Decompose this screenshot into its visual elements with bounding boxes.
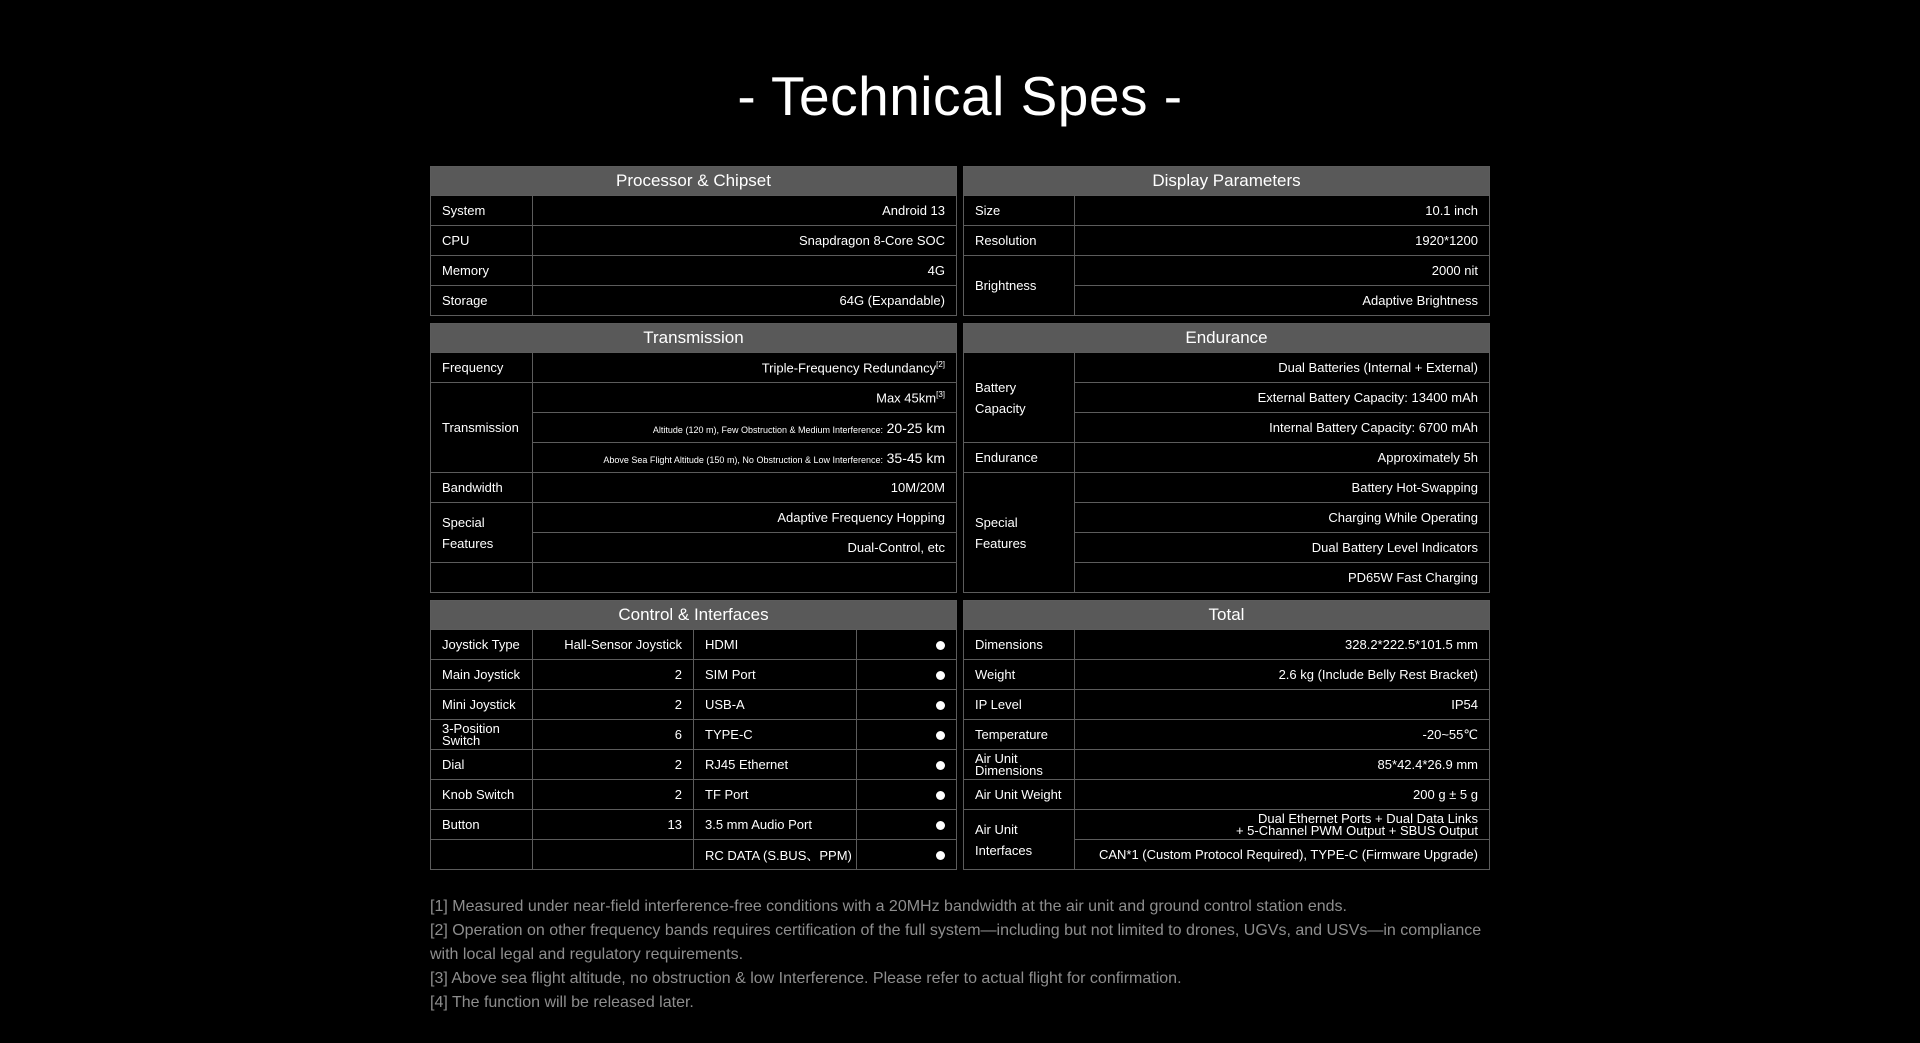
total-value: 2.6 kg (Include Belly Rest Bracket) [1075,660,1490,690]
footnote: [1] Measured under near-field interference-free conditions with a 20MHz bandwidth at the air unit and ground control station ends. [430,898,1347,915]
transmission-label: Transmission [431,383,533,473]
footnote-ref: [2] [936,359,945,369]
interfaces-line: Dual Ethernet Ports + Dual Data Links [1257,810,1478,826]
control-value: Hall-Sensor Joystick [533,630,694,660]
spec-value: 64G (Expandable) [533,286,957,316]
table-row [431,226,957,256]
resolution-label: Resolution [964,226,1075,256]
special-feature-value: Dual-Control, etc [533,533,957,563]
table-row [431,750,957,780]
brightness-value: 2000 nit [1075,256,1490,286]
port-label: RJ45 Ethernet [694,750,857,780]
port-label: HDMI [694,630,857,660]
air-unit-interfaces-label: Air Unit Interfaces [964,810,1075,870]
table-row [964,690,1490,720]
special-feature-value: Dual Battery Level Indicators [1075,533,1490,563]
control-label: Main Joystick [431,660,533,690]
interfaces-line: + 5-Channel PWM Output + SBUS Output [1235,822,1478,838]
table-row [964,720,1490,750]
table-row [431,196,957,226]
interfaces-value: CAN*1 (Custom Protocol Required), TYPE-C (Firmware Upgrade) [1075,840,1490,870]
special-feature-value: Adaptive Frequency Hopping [533,503,957,533]
table-row [964,750,1490,780]
dot-icon [936,701,945,710]
control-value [533,840,694,870]
total-value: 328.2*222.5*101.5 mm [1075,630,1490,660]
total-label: Air Unit Weight [964,780,1075,810]
supported-dot [857,810,957,840]
range-distance: 20-25 km [886,419,945,436]
dot-icon [936,731,945,740]
spec-label: Storage [431,286,533,316]
table-row [431,690,957,720]
frequency-value [533,353,957,383]
total-value: -20~55℃ [1075,720,1490,750]
table-row [431,286,957,316]
spec-value: Snapdragon 8-Core SOC [533,226,957,256]
control-value: 2 [533,750,694,780]
battery-value: External Battery Capacity: 13400 mAh [1075,383,1490,413]
port-label: TF Port [694,780,857,810]
table-row [431,810,957,840]
footnotes [430,895,1510,1015]
supported-dot [857,690,957,720]
table-row [431,780,957,810]
total-label: Weight [964,660,1075,690]
control-value: 2 [533,690,694,720]
table-row [431,630,957,660]
table-row [431,563,957,593]
supported-dot [857,780,957,810]
special-features-label: Special Features [964,473,1075,593]
spec-label: Memory [431,256,533,286]
table-row [964,660,1490,690]
table-row [431,503,957,533]
processor-table [430,166,957,316]
supported-dot [857,720,957,750]
table-row [964,810,1490,840]
battery-value: Internal Battery Capacity: 6700 mAh [1075,413,1490,443]
bandwidth-value: 10M/20M [533,473,957,503]
control-value: 13 [533,810,694,840]
special-features-label: Special Features [431,503,533,563]
footnote: [2] Operation on other frequency bands requires certification of the full system—including but not limited to drones, UGVs, and USVs—in compliance with local legal and regulatory requirements. [430,922,1482,963]
total-label: Temperature [964,720,1075,750]
endurance-label: Endurance [964,443,1075,473]
total-value: 85*42.4*26.9 mm [1075,750,1490,780]
control-label: Knob Switch [431,780,533,810]
control-value: 6 [533,720,694,750]
port-label: 3.5 mm Audio Port [694,810,857,840]
control-label: Joystick Type [431,630,533,660]
processor-header: Processor & Chipset [431,167,957,196]
frequency-text: Triple-Frequency Redundancy [761,360,937,376]
control-value: 2 [533,660,694,690]
range-value [533,413,957,443]
spec-label: System [431,196,533,226]
control-table [430,600,957,870]
table-row [964,353,1490,383]
footnote: [4] The function will be released later. [430,994,694,1011]
table-row [431,473,957,503]
table-row [431,256,957,286]
display-header: Display Parameters [964,167,1490,196]
port-label: USB-A [694,690,857,720]
page-title: - Technical Spes - [737,65,1183,127]
endurance-header: Endurance [964,324,1490,353]
special-feature-value: PD65W Fast Charging [1075,563,1490,593]
table-row [964,226,1490,256]
range-distance: 35-45 km [886,449,945,466]
transmission-table [430,323,957,593]
spec-value: Android 13 [533,196,957,226]
dot-icon [936,851,945,860]
table-row [431,383,957,413]
port-label: RC DATA (S.BUS、PPM) [694,840,857,870]
dot-icon [936,791,945,800]
control-header: Control & Interfaces [431,601,957,630]
control-label: Dial [431,750,533,780]
dot-icon [936,671,945,680]
special-feature-value: Battery Hot-Swapping [1075,473,1490,503]
range-condition: Altitude (120 m), Few Obstruction & Medium Interference: [652,424,884,435]
total-label: Dimensions [964,630,1075,660]
table-row [964,196,1490,226]
transmission-header: Transmission [431,324,957,353]
max-range-text: Max 45km [876,390,937,406]
endurance-value: Approximately 5h [1075,443,1490,473]
frequency-label: Frequency [431,353,533,383]
dot-icon [936,761,945,770]
brightness-label: Brightness [964,256,1075,316]
total-table [963,600,1490,870]
control-label [431,840,533,870]
footnote-ref: [3] [936,389,945,399]
size-value: 10.1 inch [1075,196,1490,226]
table-row [964,630,1490,660]
brightness-value: Adaptive Brightness [1075,286,1490,316]
special-feature-value: Charging While Operating [1075,503,1490,533]
total-label: Air Unit Dimensions [964,750,1075,780]
table-row [431,660,957,690]
total-label: IP Level [964,690,1075,720]
endurance-table [963,323,1490,593]
bandwidth-label: Bandwidth [431,473,533,503]
table-row [964,780,1490,810]
table-row [964,256,1490,286]
supported-dot [857,750,957,780]
max-range-value [533,383,957,413]
table-row [431,840,957,870]
battery-capacity-label: Battery Capacity [964,353,1075,443]
empty-cell [431,563,533,593]
supported-dot [857,840,957,870]
dot-icon [936,641,945,650]
dot-icon [936,821,945,830]
resolution-value: 1920*1200 [1075,226,1490,256]
table-row [431,353,957,383]
battery-value: Dual Batteries (Internal + External) [1075,353,1490,383]
footnote: [3] Above sea flight altitude, no obstruction & low Interference. Please refer to actual flight for confirmation. [430,970,1182,987]
spec-value: 4G [533,256,957,286]
control-value: 2 [533,780,694,810]
control-label: Button [431,810,533,840]
control-label: Mini Joystick [431,690,533,720]
supported-dot [857,660,957,690]
spec-label: CPU [431,226,533,256]
total-header: Total [964,601,1490,630]
port-label: SIM Port [694,660,857,690]
empty-cell [533,563,957,593]
total-value: 200 g ± 5 g [1075,780,1490,810]
port-label: TYPE-C [694,720,857,750]
total-value: IP54 [1075,690,1490,720]
range-value [533,443,957,473]
table-row [431,720,957,750]
control-label: 3-Position Switch [431,720,533,750]
range-condition: Above Sea Flight Altitude (150 m), No Obstruction & Low Interference: [603,454,884,465]
supported-dot [857,630,957,660]
table-row [964,443,1490,473]
display-table [963,166,1490,316]
interfaces-value [1075,810,1490,840]
size-label: Size [964,196,1075,226]
table-row [964,473,1490,503]
